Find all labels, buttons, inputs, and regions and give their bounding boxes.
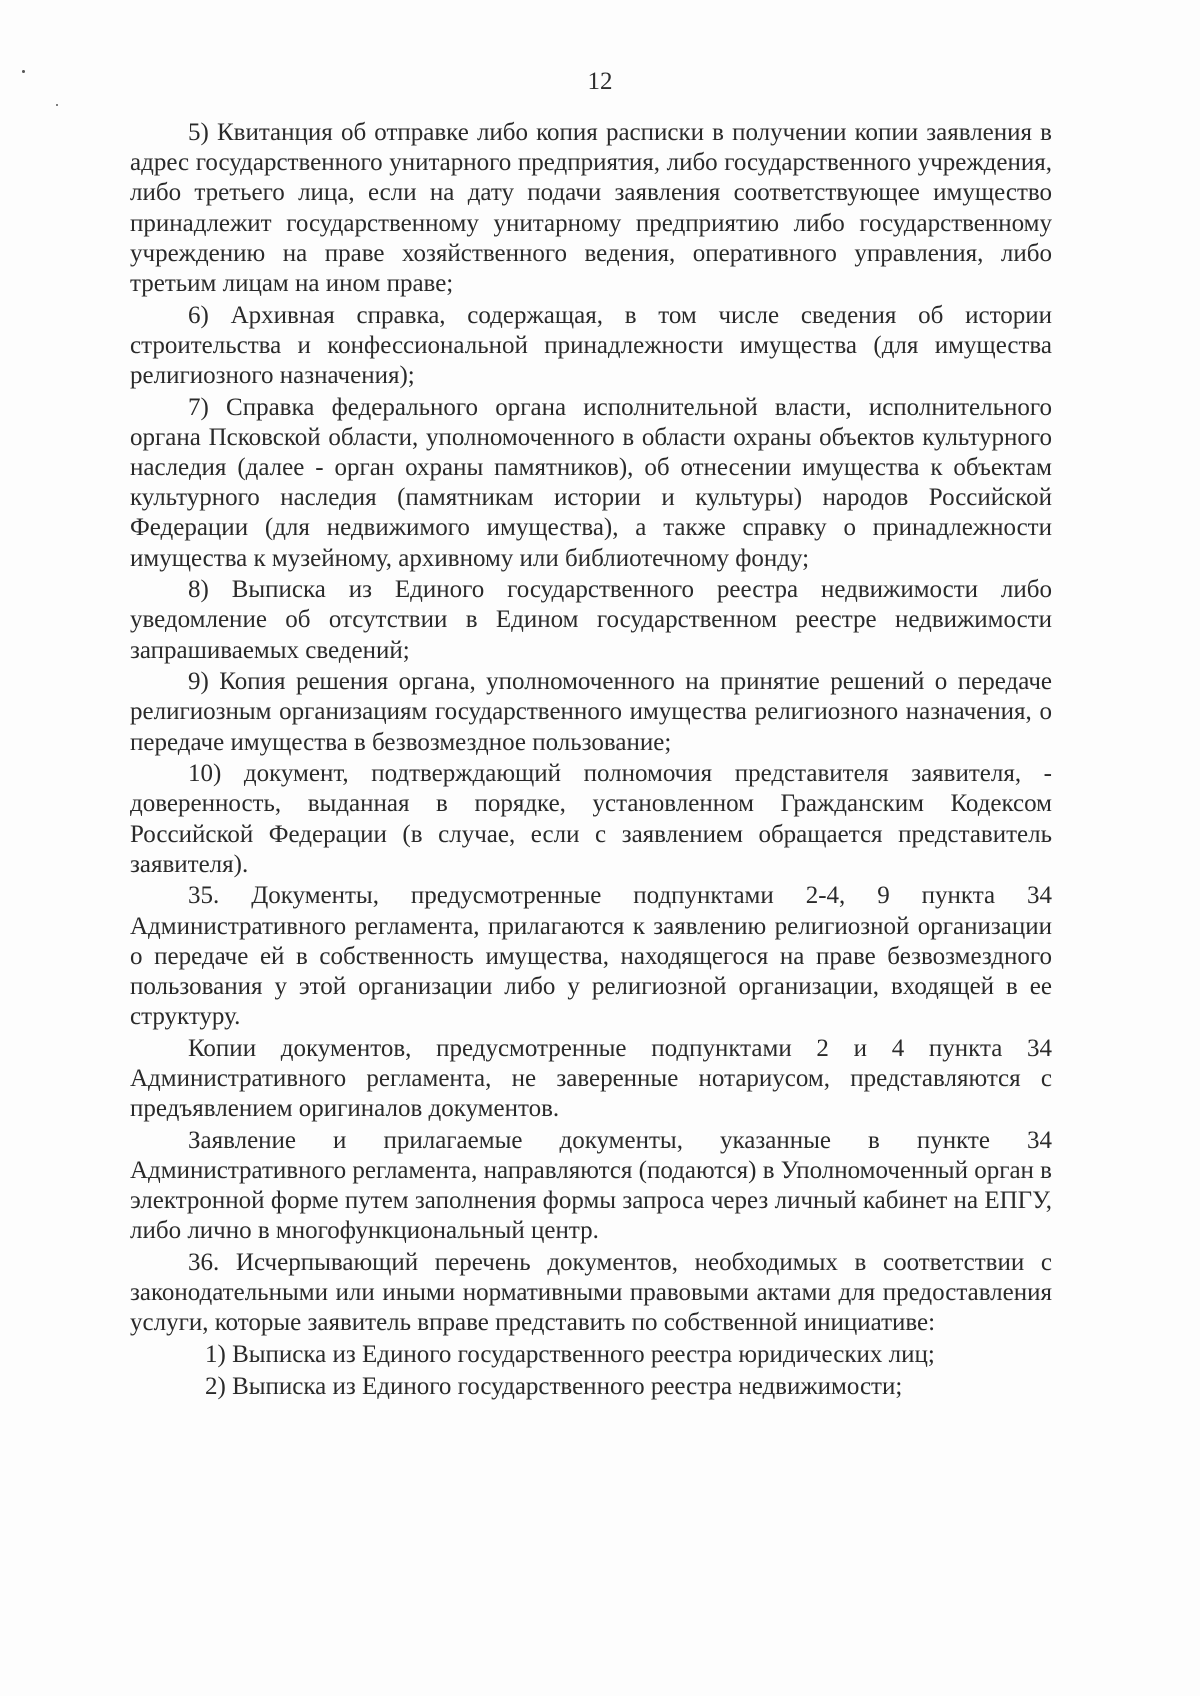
document-body	[130, 118, 1052, 1403]
paragraph: Копии документов, предусмотренные подпунктами 2 и 4 пункта 34 Административного регламента, не заверенные нотариусом, представляются с предъявлением оригиналов документов.	[130, 1034, 1052, 1123]
scan-speck	[56, 104, 58, 106]
paragraph: 9) Копия решения органа, уполномоченного на принятие решений о передаче религиозным организациям государственного имущества религиозного назначения, о передаче имущества в безвозмездное пользование;	[130, 668, 1052, 756]
paragraph: 8) Выписка из Единого государственного реестра недвижимости либо уведомление об отсутствии в Едином государственном реестре недвижимости запрашиваемых сведений;	[130, 576, 1052, 664]
paragraph: 35. Документы, предусмотренные подпунктами 2-4, 9 пункта 34 Административного регламента, прилагаются к заявлению религиозной организации о передаче ей в собственность имущества, находящегося на праве безвозмездного пользования у этой организации либо у религиозной организации, входящей в ее структуру.	[130, 882, 1052, 1031]
paragraph: 5) Квитанция об отправке либо копия расписки в получении копии заявления в адрес государственного унитарного предприятия, либо государственного учреждения, либо третьего лица, если на дату подачи заявления соответствующее имущество принадлежит государственному унитарному предприятию либо государственному учреждению на праве хозяйственного ведения, оперативного управления, либо третьим лицам на ином праве;	[130, 119, 1052, 298]
paragraph: 7) Справка федерального органа исполнительной власти, исполнительного органа Псковской области, уполномоченного в области охраны объектов культурного наследия (далее - орган охраны памятников), об отнесении имущества к объектам культурного наследия (памятникам истории и культуры) народов Российской Федерации (для недвижимого имущества), а также справку о принадлежности имущества к музейному, архивному или библиотечному фонду;	[130, 393, 1052, 572]
paragraph: 10) документ, подтверждающий полномочия представителя заявителя, - доверенность, выданная в порядке, установленном Гражданским Кодексом Российской Федерации (в случае, если с заявлением обращается представитель заявителя).	[130, 760, 1052, 878]
paragraph: 1) Выписка из Единого государственного реестра юридических лиц;	[205, 1341, 935, 1369]
paragraph: 6) Архивная справка, содержащая, в том числе сведения об истории строительства и конфессиональной принадлежности имущества (для имущества религиозного назначения);	[130, 301, 1052, 390]
paragraph: 2) Выписка из Единого государственного реестра недвижимости;	[205, 1372, 903, 1400]
paragraph: Заявление и прилагаемые документы, указанные в пункте 34 Административного регламента, направляются (подаются) в Уполномоченный орган в электронной форме путем заполнения формы запроса через личный кабинет на ЕПГУ, либо лично в многофункциональный центр.	[130, 1126, 1052, 1245]
page-number: 12	[587, 68, 613, 95]
paragraph: 36. Исчерпывающий перечень документов, необходимых в соответствии с законодательными или иными нормативными правовыми актами для предоставления услуги, которые заявитель вправе представить по собственной инициативе:	[130, 1249, 1052, 1337]
